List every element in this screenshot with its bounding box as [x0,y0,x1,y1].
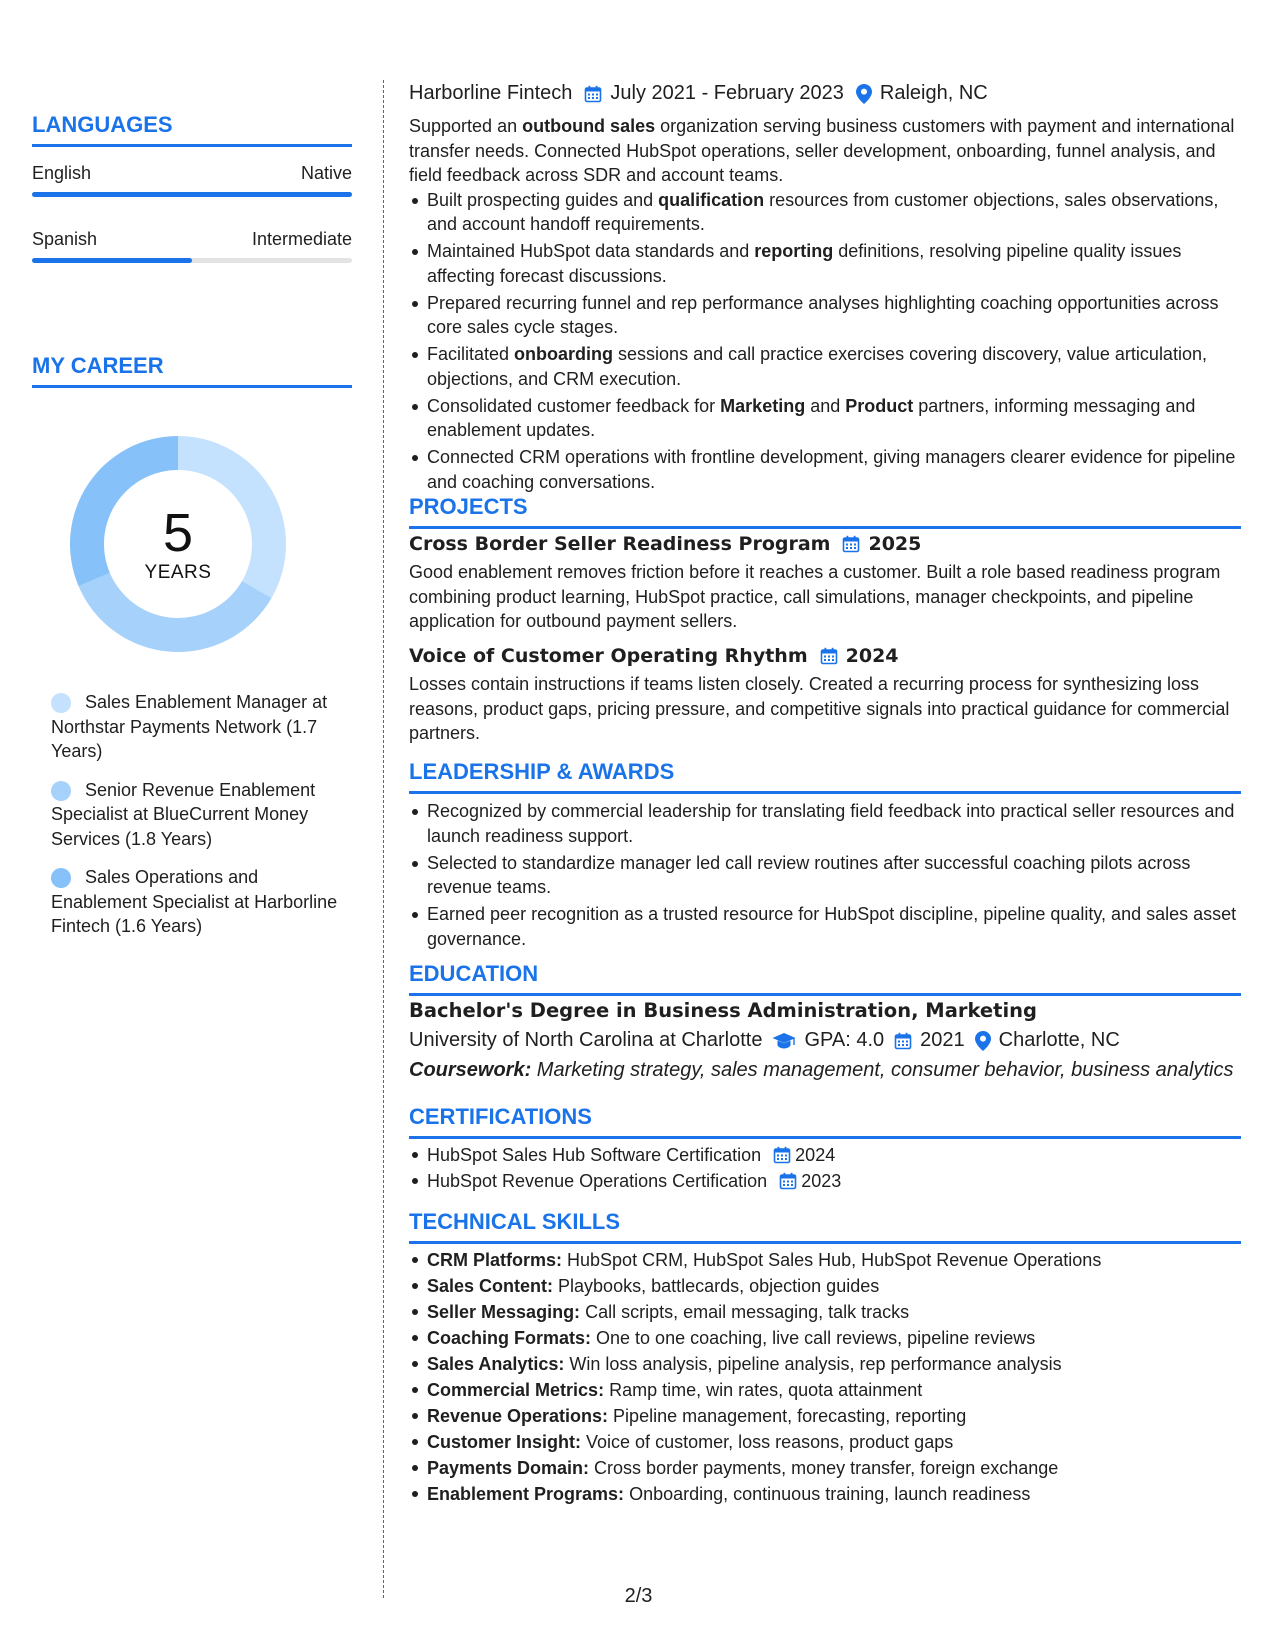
career-item-text: Senior Revenue Enablement Specialist at BlueCurrent Money Services (1.8 Years) [51,779,316,849]
skill-label: Sales Content: [427,1276,554,1296]
education-heading: EDUCATION [409,961,1241,996]
skill-item [409,1377,1241,1403]
job-bullet [409,342,1241,391]
skill-value: Call scripts, email messaging, talk tracks [580,1302,910,1322]
career-item-text: Sales Enablement Manager at Northstar Payments Network (1.7 Years) [51,692,328,761]
skill-item [409,1455,1241,1481]
page-number-text: 2/3 [624,1585,653,1607]
skill-value: Cross border payments, money transfer, foreign exchange [589,1458,1059,1478]
calendar-icon [894,1032,912,1050]
leadership-heading: LEADERSHIP & AWARDS [409,759,1241,794]
project-name: Cross Border Seller Readiness Program [409,533,831,555]
skill-item [409,1429,1241,1455]
project-name: Voice of Customer Operating Rhythm [409,645,808,667]
leadership-item: Selected to standardize manager led call review routines after successful coaching pilots across revenue teams. [409,851,1241,900]
language-row-english [32,163,352,184]
education-school: University of North Carolina at Charlotte [409,1029,763,1051]
skills-list [409,1247,1241,1507]
project-title-row [409,645,1241,667]
text: and [805,395,846,416]
language-bar-spanish [32,258,352,263]
skill-label: Enablement Programs: [427,1484,625,1504]
career-list [51,690,341,953]
skill-label: Sales Analytics: [427,1354,565,1374]
project-year: 2025 [868,533,922,555]
career-item [51,865,341,939]
text: Built prospecting guides and [427,189,659,210]
skill-label: Commercial Metrics: [427,1380,605,1400]
coursework-text: Marketing strategy, sales management, consumer behavior, business analytics [531,1059,1234,1081]
skills-heading: TECHNICAL SKILLS [409,1209,1241,1244]
page-number [0,1585,1275,1608]
skill-label: CRM Platforms: [427,1250,563,1270]
coursework-label: Coursework: [409,1059,532,1081]
certification-item [409,1168,1241,1194]
leadership-item: Recognized by commercial leadership for translating field feedback into practical seller resources and launch readiness support. [409,799,1241,848]
text: Facilitated [427,344,515,364]
skill-item [409,1481,1241,1507]
certification-name: HubSpot Revenue Operations Certification [427,1171,768,1191]
text: Consolidated customer feedback for [427,395,721,416]
skill-value: One to one coaching, live call reviews, pipeline reviews [591,1328,1036,1348]
education-gpa: GPA: 4.0 [804,1029,885,1051]
job-bullet [409,394,1241,443]
language-bar-english [32,192,352,197]
education-location: Charlotte, NC [998,1029,1120,1051]
text: Maintained HubSpot data standards and [427,241,755,261]
skill-value: Onboarding, continuous training, launch readiness [624,1484,1031,1504]
language-bar-fill [32,258,192,263]
language-level: Intermediate [251,229,352,249]
career-item [51,778,341,852]
skill-value: Pipeline management, forecasting, reporting [608,1406,967,1426]
calendar-icon [779,1172,797,1190]
calendar-icon [820,647,838,665]
text-bold: reporting [754,241,834,261]
leadership-list [409,799,1241,954]
project-item [409,645,1241,746]
leadership-item: Earned peer recognition as a trusted resource for HubSpot discipline, pipeline quality, and sales asset governance. [409,902,1241,951]
job-dates: July 2021 - February 2023 [610,82,844,104]
location-pin-icon [856,84,872,104]
career-years-number: 5 [162,503,194,563]
projects-heading: PROJECTS [409,494,1241,529]
certification-item [409,1142,1241,1168]
skill-item [409,1273,1241,1299]
education-year: 2021 [920,1029,965,1051]
project-description: Losses contain instructions if teams listen closely. Created a recurring process for synthesizing loss reasons, product gaps, pricing pressure, and competitive signals into practical guidance for commercial partners. [409,674,1230,743]
text: Prepared recurring funnel and rep performance analyses highlighting coaching opportunities across core sales cycle stages. [427,292,1219,337]
column-divider [383,80,384,1598]
job-bullet [409,239,1241,288]
project-year: 2024 [845,645,899,667]
text-bold: onboarding [514,344,614,364]
skill-value: Win loss analysis, pipeline analysis, rep performance analysis [564,1354,1062,1374]
education-entry [409,999,1241,1082]
text-bold: Product [845,395,914,416]
text: Supported an [409,116,523,136]
text-bold: qualification [658,189,765,210]
job-header [409,82,988,105]
job-company: Harborline Fintech [409,82,573,104]
career-dot [51,781,71,801]
skill-label: Seller Messaging: [427,1302,581,1322]
graduation-cap-icon [772,1032,796,1050]
career-item-text: Sales Operations and Enablement Specialist at Harborline Fintech (1.6 Years) [51,867,338,936]
language-bar-fill [32,192,352,197]
career-dot [51,693,71,713]
education-degree: Bachelor's Degree in Business Administration, Marketing [409,999,1037,1022]
job-bullet [409,445,1241,494]
career-years-label: YEARS [144,562,212,583]
certifications-list [409,1142,1241,1194]
skill-value: Ramp time, win rates, quota attainment [604,1380,923,1400]
project-item [409,533,1241,634]
skill-item [409,1403,1241,1429]
project-title-row [409,533,1241,555]
skill-item [409,1351,1241,1377]
text-bold: Marketing [720,395,806,416]
language-level: Native [300,163,352,183]
language-name: English [32,163,92,183]
certification-name: HubSpot Sales Hub Software Certification [427,1145,762,1165]
skill-label: Revenue Operations: [427,1406,609,1426]
languages-heading: LANGUAGES [32,112,352,147]
text: Connected CRM operations with frontline development, giving managers clearer evidence for pipeline and coaching conversations. [427,447,1236,492]
job-location: Raleigh, NC [879,82,988,104]
career-dot [51,868,71,888]
calendar-icon [584,85,602,103]
certification-year: 2023 [801,1171,842,1191]
calendar-icon [842,535,860,553]
text: definitions, resolving pipeline quality issues affecting forecast discussions. [427,241,1182,286]
skill-item [409,1247,1241,1273]
text: organization serving business customers with payment and international transfer needs. Connected HubSpot operations, seller development, onboarding, funnel analysis, and field feedback across SDR and account teams. [409,116,1235,185]
skill-item [409,1325,1241,1351]
certifications-heading: CERTIFICATIONS [409,1104,1241,1139]
job-details [409,114,1241,497]
language-row-spanish [32,229,352,250]
text-bold: outbound sales [522,116,656,136]
education-details [409,1029,1241,1052]
career-item [51,690,341,764]
job-bullets [409,188,1241,495]
skill-item [409,1299,1241,1325]
text: resources from customer objections, sales observations, and account handoff requirements. [427,189,1219,234]
calendar-icon [773,1146,791,1164]
certification-year: 2024 [795,1145,836,1165]
text: partners, informing messaging and enablement updates. [427,395,1196,440]
skill-label: Payments Domain: [427,1458,590,1478]
skill-value: Voice of customer, loss reasons, product gaps [581,1432,954,1452]
location-pin-icon [975,1031,991,1051]
career-donut-center [66,432,290,656]
education-coursework [409,1059,1241,1082]
job-summary [409,114,1241,188]
text: sessions and call practice exercises covering discovery, value articulation, objections, and CRM execution. [427,344,1207,389]
job-bullet [409,188,1241,237]
language-name: Spanish [32,229,98,249]
skill-value: HubSpot CRM, HubSpot Sales Hub, HubSpot Revenue Operations [562,1250,1102,1270]
skill-label: Customer Insight: [427,1432,582,1452]
career-heading: MY CAREER [32,353,352,388]
skill-value: Playbooks, battlecards, objection guides [553,1276,880,1296]
project-description: Good enablement removes friction before it reaches a customer. Built a role based readiness program combining product learning, HubSpot practice, call simulations, manager checkpoints, and pipeline application for outbound payment sellers. [409,562,1221,631]
job-bullet [409,291,1241,340]
skill-label: Coaching Formats: [427,1328,592,1348]
